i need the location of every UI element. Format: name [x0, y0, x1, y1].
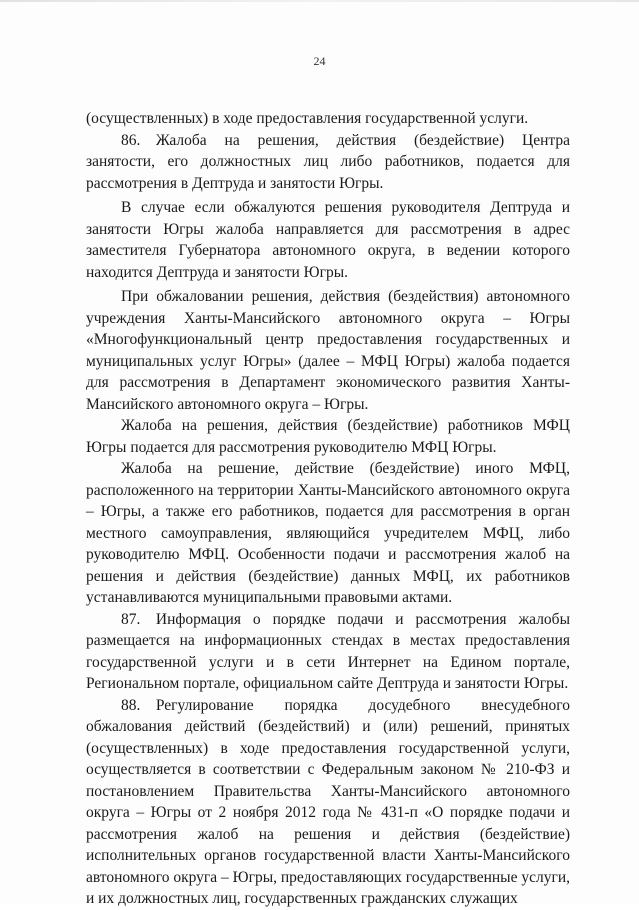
scan-edge: [0, 0, 639, 2]
paragraph-87: 87. Информация о порядке подачи и рассмотрения жалобы размещается на информационных стендах в местах предоставления государственной услуги и в сети Интернет на Едином портале, Региональном портале, официальном сайте Дептруда и занятости Югры.: [86, 610, 570, 692]
paragraph-86: 86. Жалоба на решения, действия (бездействие) Центра занятости, его должностных лиц либо работников, подается для рассмотрения в Дептруда и занятости Югры.: [86, 131, 570, 192]
paragraph-mfc-appeal: При обжаловании решения, действия (бездействия) автономного учреждения Ханты-Мансийского автономного округа – Югры «Многофункциональный центр предоставления государственных и муниципальных услуг Югры» (далее – МФЦ Югры) жалоба подается для рассмотрения в Департамент экономического развития Ханты-Мансийского автономного округа – Югры.: [86, 288, 570, 413]
paragraph-mfc-workers: Жалоба на решения, действия (бездействие) работников МФЦ Югры подается для рассмотрения руководителю МФЦ Югры.: [86, 417, 570, 456]
document-body: [86, 108, 570, 910]
paragraph-continuation: (осуществленных) в ходе предоставления государственной услуги.: [86, 110, 529, 127]
page-number: 24: [313, 54, 326, 68]
paragraph-appeal-head: В случае если обжалуются решения руководителя Дептруда и занятости Югры жалоба направляется для рассмотрения в адрес заместителя Губернатора автономного округа, в ведении которого находится Дептруда и занятости Югры.: [86, 199, 570, 281]
paragraph-88: 88. Регулирование порядка досудебного внесудебного обжалования действий (бездействий) и (или) решений, принятых (осуществленных) в ходе предоставления государственной услуги, осуществляется в соответствии с Федеральным законом № 210-ФЗ и постановлением Правительства Ханты-Мансийского автономного округа – Югры от 2 ноября 2012 года № 431-п «О порядке подачи и рассмотрения жалоб на решения и действия (бездействие) исполнительных органов государственной власти Ханты-Мансийского автономного округа – Югры, предоставляющих государственные услуги, и их должностных лиц, государственных гражданских служащих: [86, 696, 570, 907]
paragraph-other-mfc: Жалоба на решение, действие (бездействие) иного МФЦ, расположенного на территории Ханты-Мансийского автономного округа – Югры, а также его работников, подается для рассмотрения в орган местного самоуправления, являющийся учредителем МФЦ, либо руководителю МФЦ. Особенности подачи и рассмотрения жалоб на решения и действия (бездействие) данных МФЦ, их работников устанавливаются муниципальными правовыми актами.: [86, 460, 570, 606]
